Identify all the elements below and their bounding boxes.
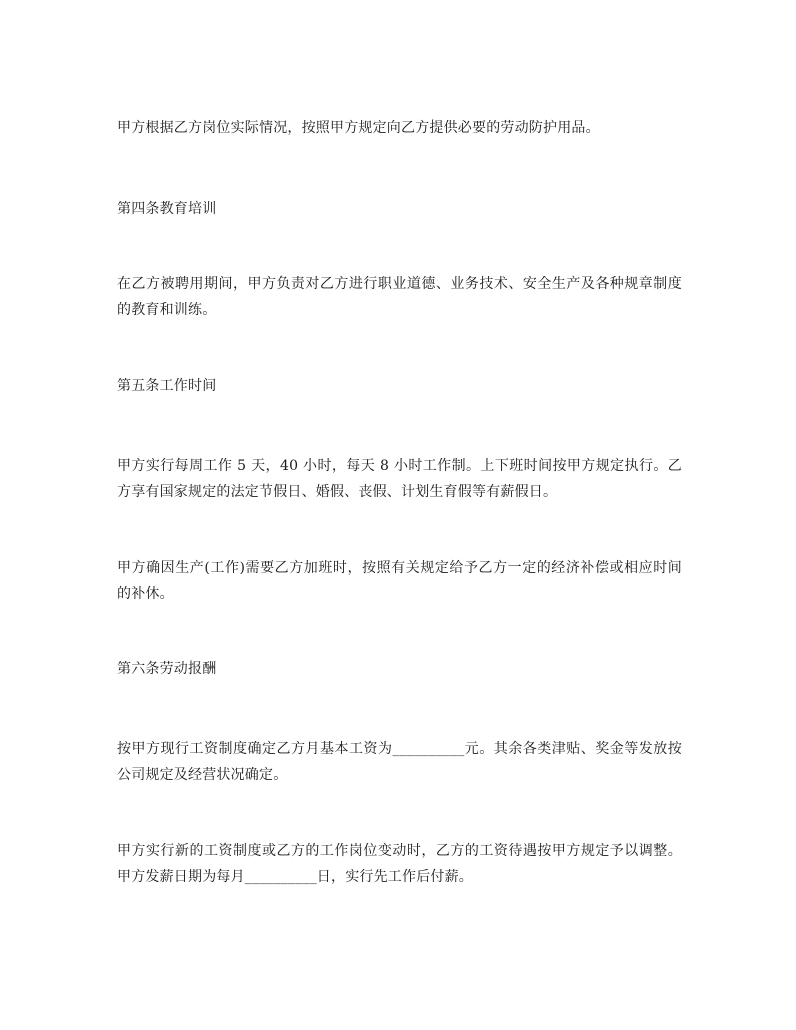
paragraph-base-salary: 按甲方现行工资制度确定乙方月基本工资为__________元。其余各类津贴、奖金等发放按公司规定及经营状况确定。 [117, 741, 682, 783]
paragraph-training: 在乙方被聘用期间，甲方负责对乙方进行职业道德、业务技术、安全生产及各种规章制度的教育和训练。 [117, 276, 682, 318]
paragraph-work-hours: 甲方实行每周工作 5 天，40 小时，每天 8 小时工作制。上下班时间按甲方规定执行。乙方享有国家规定的法定节假日、婚假、丧假、计划生育假等有薪假日。 [117, 458, 682, 500]
heading-article-4: 第四条教育培训 [117, 201, 217, 217]
paragraph-protective-equipment: 甲方根据乙方岗位实际情况，按照甲方规定向乙方提供必要的劳动防护用品。 [117, 120, 600, 136]
paragraph-salary-adjustment: 甲方实行新的工资制度或乙方的工作岗位变动时，乙方的工资待遇按甲方规定予以调整。甲方发薪日期为每月__________日，实行先工作后付薪。 [117, 843, 682, 885]
heading-article-5: 第五条工作时间 [117, 378, 217, 394]
paragraph-overtime: 甲方确因生产(工作)需要乙方加班时，按照有关规定给予乙方一定的经济补偿或相应时间的补休。 [117, 560, 682, 602]
heading-article-6: 第六条劳动报酬 [117, 661, 217, 677]
